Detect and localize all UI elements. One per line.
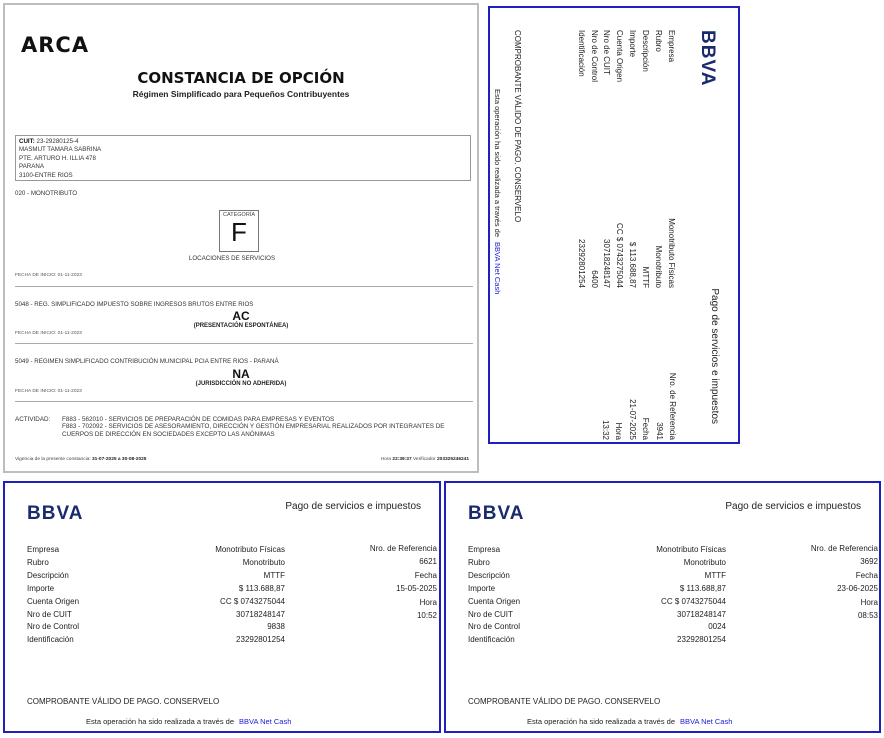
field-value: 6400 <box>589 270 599 288</box>
field-label: Nro de CUIT <box>602 30 612 75</box>
field-value: 0024 <box>708 622 726 632</box>
field-label: Identificación <box>27 635 74 645</box>
field-label: Nro de CUIT <box>468 609 513 619</box>
field-value: 23292801254 <box>677 635 726 645</box>
date-value: 21-07-2025 <box>627 399 637 440</box>
field-value: 30718248147 <box>236 609 285 619</box>
bbva-receipt <box>488 6 740 444</box>
valid-receipt-note: COMPROBANTE VÁLIDO DE PAGO. CONSERVELO <box>27 697 220 706</box>
taxpayer-city: PARANA <box>19 163 44 171</box>
field-label: Descripción <box>468 570 510 580</box>
receipt-title: Pago de servicios e impuestos <box>725 501 861 512</box>
date-label: Fecha <box>855 570 878 580</box>
taxpayer-province: 3100-ENTRE RIOS <box>19 171 73 179</box>
field-label: Nro de Control <box>589 30 599 83</box>
verifier-footer <box>381 457 469 462</box>
regime-label: 020 - MONOTRIBUTO <box>15 190 78 197</box>
field-value: MTTF <box>641 266 651 288</box>
time-label: Hora <box>419 597 437 607</box>
activity-item: F883 - 562010 - SERVICIOS DE PREPARACIÓN DE COMIDAS PARA EMPRESAS Y EVENTOS <box>62 416 335 423</box>
field-label: Descripción <box>641 30 651 72</box>
field-label: Rubro <box>654 30 664 52</box>
reference-label: Nro. de Referencia <box>369 544 437 553</box>
time-label: Hora <box>860 597 878 607</box>
field-value: 23292801254 <box>576 239 586 288</box>
municipal-regime-title: 5049 - REGIMEN SIMPLIFICADO CONTRIBUCIÓN MUNICIPAL PCIA ENTRE RIOS - PARANÁ <box>15 358 279 365</box>
taxpayer-name: MASMUT TAMARA SABRINA <box>19 146 102 154</box>
valid-receipt-note: COMPROBANTE VÁLIDO DE PAGO. CONSERVELO <box>468 697 661 706</box>
net-cash-link[interactable]: BBVA Net Cash <box>239 717 292 726</box>
field-label: Empresa <box>27 545 60 554</box>
time-label: Hora <box>614 422 624 440</box>
taxpayer-address: PTE. ARTURO H. ILLIA 478 <box>19 154 96 162</box>
field-value: Monotributo Físicas <box>215 545 285 554</box>
field-value: Monotributo <box>654 245 664 288</box>
date-label: Fecha <box>641 417 651 440</box>
arca-constancia-document <box>3 3 479 473</box>
field-label: Importe <box>628 30 638 58</box>
validity-footer <box>15 457 146 462</box>
net-cash-note <box>493 89 502 294</box>
valid-receipt-note: COMPROBANTE VÁLIDO DE PAGO. CONSERVELO <box>513 30 522 223</box>
bbva-logo: BBVA <box>468 503 525 524</box>
verifier-value: 203325246241 <box>436 457 469 462</box>
receipt-title: Pago de servicios e impuestos <box>285 501 421 512</box>
field-value: CC $ 0743275044 <box>661 596 726 606</box>
receipt-title: Pago de servicios e impuestos <box>709 288 720 424</box>
field-value: CC $ 0743275044 <box>220 596 285 606</box>
start-date-municipal: FECHA DE INICIO: 01-11-2023 <box>15 389 82 394</box>
iibb-code: AC <box>232 309 250 323</box>
field-value: $ 113.688,87 <box>238 583 285 593</box>
field-value: $ 113.688,87 <box>628 241 638 288</box>
field-value: $ 113.688,87 <box>679 583 726 593</box>
time-value: 08:53 <box>857 611 878 621</box>
net-cash-link[interactable]: BBVA Net Cash <box>493 242 502 295</box>
bbva-receipt <box>3 481 441 733</box>
document-subtitle: Régimen Simplificado para Pequeños Contribuyentes <box>132 89 350 99</box>
net-cash-text: Esta operación ha sido realizada a través de <box>86 717 235 726</box>
validity-to: 30-08-2025 <box>121 457 147 462</box>
reference-label: Nro. de Referencia <box>668 372 677 440</box>
validity-from: 31-07-2025 <box>92 457 117 462</box>
net-cash-link[interactable]: BBVA Net Cash <box>680 717 733 726</box>
field-label: Rubro <box>27 557 49 567</box>
net-cash-text: Esta operación ha sido realizada a través de <box>493 89 502 238</box>
field-value: MTTF <box>704 570 726 580</box>
field-value: Monotributo Físicas <box>667 218 676 288</box>
arca-logo: ARCA <box>21 33 90 57</box>
net-cash-text: Esta operación ha sido realizada a través de <box>527 717 676 726</box>
field-label: Nro de Control <box>27 622 80 632</box>
category-value: F <box>231 217 247 247</box>
rotated-receipt-wrapper <box>488 6 740 444</box>
net-cash-note <box>527 717 732 726</box>
category-box <box>219 210 259 252</box>
activity-label: ACTIVIDAD: <box>15 416 51 423</box>
field-value: Monotributo <box>242 557 285 567</box>
bbva-receipt <box>444 481 881 733</box>
field-value: 23292801254 <box>236 635 285 645</box>
divider <box>15 401 473 402</box>
divider <box>15 286 473 287</box>
field-value: Monotributo Físicas <box>656 545 726 554</box>
cuit-value: 23-29280125-4 <box>36 138 79 145</box>
municipal-code: NA <box>232 367 250 381</box>
reference-label: Nro. de Referencia <box>810 544 878 553</box>
field-label: Empresa <box>667 30 676 63</box>
field-value: MTTF <box>263 570 285 580</box>
field-label: Cuenta Origen <box>615 30 625 83</box>
date-value: 23-06-2025 <box>837 584 878 594</box>
start-date-iibb: FECHA DE INICIO: 01-11-2023 <box>15 331 82 336</box>
time-value: 22:39:37 <box>392 457 412 462</box>
validity-separator: a <box>117 457 121 462</box>
reference-value: 3692 <box>860 557 878 567</box>
document-title: CONSTANCIA DE OPCIÓN <box>137 69 345 87</box>
field-label: Cuenta Origen <box>27 596 80 606</box>
field-label: Rubro <box>468 557 490 567</box>
time-value: 13:32 <box>600 419 610 440</box>
date-value: 15-05-2025 <box>396 584 437 594</box>
field-label: Nro de CUIT <box>27 609 72 619</box>
cuit-label: CUIT: <box>19 138 35 145</box>
activity-item: F883 - 702092 - SERVICIOS DE ASESORAMIENTO, DIRECCIÓN Y GESTIÓN EMPRESARIAL REALIZADOS POR INTEGRANTES DE CUERPOS DE DIRECCIÓN EN SOCIEDADES EXCEPTO LAS ANÓNIMAS <box>62 423 445 438</box>
field-label: Importe <box>468 583 496 593</box>
date-label: Fecha <box>414 570 437 580</box>
bbva-logo: BBVA <box>697 30 718 87</box>
field-label: Descripción <box>27 570 69 580</box>
taxpayer-box <box>15 135 471 181</box>
municipal-note: (JURISDICCIÓN NO ADHERIDA) <box>195 381 287 387</box>
field-value: CC $ 0743275044 <box>615 223 625 288</box>
activity-section <box>15 416 475 438</box>
field-label: Importe <box>27 583 55 593</box>
field-value: Monotributo <box>683 557 726 567</box>
category-type: LOCACIONES DE SERVICIOS <box>188 255 276 262</box>
iibb-regime-title: 5048 - REG. SIMPLIFICADO IMPUESTO SOBRE INGRESOS BRUTOS ENTRE RIOS <box>15 301 254 308</box>
time-value: 10:52 <box>416 611 437 621</box>
net-cash-note <box>86 717 291 726</box>
bbva-logo: BBVA <box>27 503 84 524</box>
field-value: 30718248147 <box>602 239 612 288</box>
divider <box>15 343 473 344</box>
field-label: Identificación <box>468 635 515 645</box>
field-value: 30718248147 <box>677 609 726 619</box>
field-value: 9838 <box>267 622 285 632</box>
verifier-label: Verificador <box>412 457 436 462</box>
start-date-monotributo: FECHA DE INICIO: 01-11-2023 <box>15 273 82 278</box>
reference-value: 6621 <box>419 557 437 567</box>
validity-label: Vigencia de la presente constancia: <box>15 457 91 462</box>
field-label: Cuenta Origen <box>468 596 521 606</box>
field-label: Empresa <box>468 545 501 554</box>
iibb-note: (PRESENTACIÓN ESPONTÁNEA) <box>193 323 289 329</box>
time-label: Hora <box>380 457 392 462</box>
category-label: CATEGORÍA <box>223 212 255 218</box>
field-label: Nro de Control <box>468 622 521 632</box>
reference-value: 3941 <box>654 422 664 440</box>
field-label: Identificación <box>576 30 586 77</box>
